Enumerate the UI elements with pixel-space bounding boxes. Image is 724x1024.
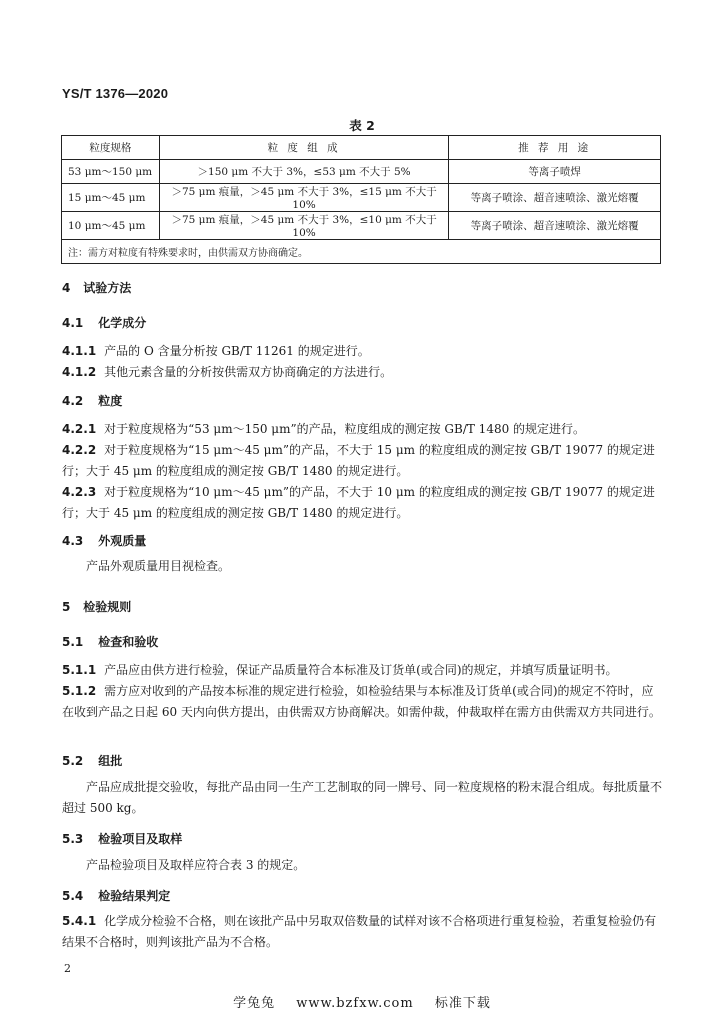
footer-site-name: 学兔兔 bbox=[233, 996, 276, 1011]
section-title: 检验结果判定 bbox=[98, 889, 171, 903]
table-note-row bbox=[62, 240, 661, 264]
clause bbox=[62, 660, 662, 681]
section-number: 5.2 bbox=[62, 754, 84, 768]
clause-text: 对于粒度规格为“10 μm～45 μm”的产品，不大于 10 μm 的粒度组成的测定按 GB/T 19077 的规定进行；大于 45 μm 的粒度组成的测定按 GB/T 1480 的规定进行。 bbox=[62, 485, 655, 520]
subsection-heading bbox=[62, 830, 182, 847]
section-number: 4.2 bbox=[62, 394, 84, 408]
section-number: 4.1 bbox=[62, 316, 84, 330]
clause bbox=[62, 911, 662, 953]
clause-text: 对于粒度规格为“53 μm～150 μm”的产品，粒度组成的测定按 GB/T 1480 的规定进行。 bbox=[104, 422, 586, 436]
column-header: 推 荐 用 途 bbox=[449, 136, 661, 160]
clause-number: 4.2.1 bbox=[62, 422, 97, 436]
table-row bbox=[62, 184, 661, 212]
section-title: 组批 bbox=[98, 754, 123, 768]
clause-number: 4.1.2 bbox=[62, 365, 97, 379]
table-cell: ＞75 μm 痕量，＞45 μm 不大于 3%，≤10 μm 不大于 10% bbox=[159, 212, 448, 240]
subsection-heading bbox=[62, 314, 146, 331]
subsection-heading bbox=[62, 752, 122, 769]
subsection-heading bbox=[62, 392, 122, 409]
clause bbox=[62, 681, 662, 723]
section-title: 化学成分 bbox=[98, 316, 147, 330]
section-title: 试验方法 bbox=[83, 281, 132, 295]
section-heading bbox=[62, 598, 131, 615]
clause bbox=[62, 419, 662, 440]
section-heading bbox=[62, 279, 131, 296]
table-cell: 53 μm～150 μm bbox=[62, 160, 160, 184]
paragraph: 产品检验项目及取样应符合表 3 的规定。 bbox=[86, 858, 306, 872]
table-cell: 等离子喷涂、超音速喷涂、激光熔覆 bbox=[449, 184, 661, 212]
page-number: 2 bbox=[64, 962, 71, 975]
subsection-heading bbox=[62, 633, 158, 650]
clause-text: 化学成分检验不合格，则在该批产品中另取双倍数量的试样对该不合格项进行重复检验，若重复检验仍有结果不合格时，则判该批产品为不合格。 bbox=[62, 914, 657, 949]
footer-url: www.bzfxw.com bbox=[296, 996, 414, 1011]
table-row bbox=[62, 212, 661, 240]
section-number: 4 bbox=[62, 281, 71, 295]
paragraph: 产品应成批提交验收，每批产品由同一生产工艺制取的同一牌号、同一粒度规格的粉末混合组成。每批质量不超过 500 kg。 bbox=[62, 780, 663, 815]
table-header-row bbox=[62, 136, 661, 160]
section-title: 检验规则 bbox=[83, 600, 132, 614]
section-number: 5.4 bbox=[62, 889, 84, 903]
table-cell: 等离子喷焊 bbox=[449, 160, 661, 184]
clause bbox=[62, 362, 662, 383]
clause-number: 4.2.2 bbox=[62, 443, 97, 457]
clause bbox=[62, 440, 662, 482]
particle-size-table bbox=[61, 135, 661, 264]
footer-tagline: 标准下载 bbox=[434, 996, 491, 1011]
clause-text: 产品应由供方进行检验，保证产品质量符合本标准及订货单(或合同)的规定，并填写质量证明书。 bbox=[104, 663, 618, 677]
table-cell: 15 μm～45 μm bbox=[62, 184, 160, 212]
clause-text: 对于粒度规格为“15 μm～45 μm”的产品，不大于 15 μm 的粒度组成的测定按 GB/T 19077 的规定进行；大于 45 μm 的粒度组成的测定按 GB/T 1480 的规定进行。 bbox=[62, 443, 655, 478]
clause-text: 需方应对收到的产品按本标准的规定进行检验，如检验结果与本标准及订货单(或合同)的规定不符时，应在收到产品之日起 60 天内向供方提出，由供需双方协商解决。如需仲裁，仲裁取样在需方由供需双方共同进行。 bbox=[62, 684, 661, 719]
clause-number: 4.2.3 bbox=[62, 485, 97, 499]
clause bbox=[62, 482, 662, 524]
clause bbox=[62, 341, 662, 362]
table-cell: ＞150 μm 不大于 3%，≤53 μm 不大于 5% bbox=[159, 160, 448, 184]
section-title: 检验项目及取样 bbox=[98, 832, 183, 846]
subsection-heading bbox=[62, 532, 146, 549]
clause-text: 产品的 O 含量分析按 GB/T 11261 的规定进行。 bbox=[104, 344, 370, 358]
section-number: 4.3 bbox=[62, 534, 84, 548]
table-cell: 10 μm～45 μm bbox=[62, 212, 160, 240]
section-number: 5.1 bbox=[62, 635, 84, 649]
column-header: 粒 度 组 成 bbox=[159, 136, 448, 160]
document-code: YS/T 1376—2020 bbox=[62, 86, 169, 101]
clause-number: 5.4.1 bbox=[62, 914, 97, 928]
section-title: 外观质量 bbox=[98, 534, 147, 548]
table-cell: ＞75 μm 痕量，＞45 μm 不大于 3%，≤15 μm 不大于 10% bbox=[159, 184, 448, 212]
column-header: 粒度规格 bbox=[62, 136, 160, 160]
section-title: 检查和验收 bbox=[98, 635, 159, 649]
section-number: 5 bbox=[62, 600, 71, 614]
clause-number: 5.1.2 bbox=[62, 684, 97, 698]
footer-watermark bbox=[0, 992, 724, 1011]
table-row bbox=[62, 160, 661, 184]
clause-number: 4.1.1 bbox=[62, 344, 97, 358]
clause-number: 5.1.1 bbox=[62, 663, 97, 677]
table-title: 表 2 bbox=[349, 118, 375, 133]
table-note: 注：需方对粒度有特殊要求时，由供需双方协商确定。 bbox=[62, 240, 661, 264]
clause-text: 其他元素含量的分析按供需双方协商确定的方法进行。 bbox=[104, 365, 393, 379]
section-number: 5.3 bbox=[62, 832, 84, 846]
section-title: 粒度 bbox=[98, 394, 123, 408]
paragraph: 产品外观质量用目视检查。 bbox=[86, 559, 231, 573]
table-cell: 等离子喷涂、超音速喷涂、激光熔覆 bbox=[449, 212, 661, 240]
subsection-heading bbox=[62, 887, 170, 904]
